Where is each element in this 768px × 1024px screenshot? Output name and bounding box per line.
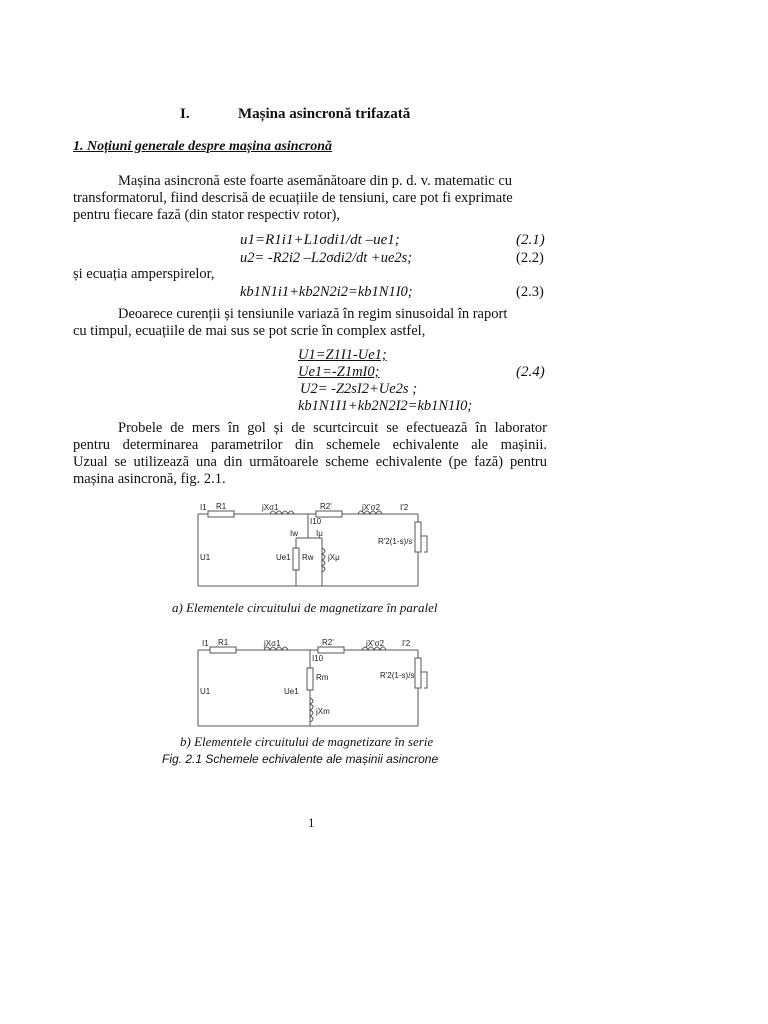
caption-b: b) Elementele circuitului de magnetizare în serie	[180, 734, 434, 749]
label-ue1: Ue1	[284, 687, 299, 696]
resistor-r1	[210, 647, 236, 653]
amperspire-intro: și ecuația amperspirelor,	[73, 266, 215, 282]
complex-eq-1: U1=Z1I1-Ue1;	[298, 347, 387, 363]
equation-2-1-number: (2.1)	[516, 232, 545, 248]
para2-line-1: Deoarece curenții și tensiunile variază în regim sinusoidal în raport	[118, 306, 508, 322]
intro-line-1: Mașina asincronă este foarte asemănătoare din p. d. v. matematic cu	[118, 173, 513, 189]
intro-line-2: transformatorul, fiind descrisă de ecuațiile de tensiuni, care pot fi exprimate	[73, 190, 513, 206]
label-jxs2: jX'σ2	[366, 639, 385, 648]
figure-caption: Fig. 2.1 Schemele echivalente ale mașinii asincrone	[162, 752, 439, 766]
label-ue1: Ue1	[276, 553, 291, 562]
intro-line-3: pentru fiecare fază (din stator respectiv rotor),	[73, 207, 340, 223]
chapter-title: Mașina asincronă trifazată	[238, 106, 411, 122]
label-jxs1: jXσ1	[262, 503, 279, 512]
circuit-diagram-parallel	[190, 498, 440, 593]
resistor-rm	[307, 668, 313, 690]
label-rm: Rm	[316, 673, 329, 682]
para3-line-4: mașina asincronă, fig. 2.1.	[73, 471, 226, 487]
section-title: 1. Noțiuni generale despre mașina asincronă	[73, 139, 333, 154]
label-r2: R2'	[322, 638, 334, 647]
label-iw: Iw	[290, 529, 298, 538]
resistor-r2	[318, 647, 344, 653]
complex-eq-4: kb1N1I1+kb2N2I2=kb1N1I0;	[298, 398, 473, 414]
caption-a: a) Elementele circuitului de magnetizare în paralel	[172, 600, 438, 615]
label-i10: I10	[310, 517, 322, 526]
chapter-number: I.	[180, 106, 190, 122]
label-jxm: jXm	[316, 707, 330, 716]
resistor-r1	[208, 511, 234, 517]
label-i10: I10	[312, 654, 324, 663]
complex-eq-3: U2= -Z2sI2+Ue2s ;	[300, 381, 418, 397]
label-jxu: jXμ	[328, 553, 340, 562]
label-u1: U1	[200, 553, 211, 562]
equation-2-3: kb1N1i1+kb2N2i2=kb1N1I0;	[240, 284, 413, 300]
label-i2: I'2	[402, 639, 411, 648]
complex-eq-number: (2.4)	[516, 364, 545, 380]
label-jxs1: jXσ1	[264, 639, 281, 648]
para3-line-2: pentru determinarea parametrilor din schemele echivalente ale mașinii.	[73, 437, 547, 453]
page-number: 1	[308, 815, 315, 830]
label-load: R'2(1-s)/s	[378, 537, 413, 546]
label-i2: I'2	[400, 503, 409, 512]
label-iu: Iμ	[316, 529, 323, 538]
label-i1: I1	[200, 503, 207, 512]
circuit-diagram-series	[190, 634, 440, 734]
label-r1: R1	[218, 638, 229, 647]
resistor-load	[415, 522, 421, 552]
label-load: R'2(1-s)/s	[380, 671, 415, 680]
label-r1: R1	[216, 502, 227, 511]
label-jxs2: jX'σ2	[362, 503, 381, 512]
para3-line-1: Probele de mers în gol și de scurtcircuit se efectuează în laborator	[118, 420, 547, 436]
complex-eq-2: Ue1=-Z1mI0;	[298, 364, 380, 380]
label-i1: I1	[202, 639, 209, 648]
para2-line-2: cu timpul, ecuațiile de mai sus se pot scrie în complex astfel,	[73, 323, 426, 339]
equation-2-2-number: (2.2)	[516, 250, 544, 266]
equation-2-2: u2= -R2i2 –L2σdi2/dt +ue2s;	[240, 250, 413, 266]
label-u1: U1	[200, 687, 211, 696]
equation-2-1: u1=R1i1+L1σdi1/dt –ue1;	[240, 232, 400, 248]
label-r2: R2'	[320, 502, 332, 511]
resistor-rw	[293, 548, 299, 570]
equation-2-3-number: (2.3)	[516, 284, 544, 300]
label-rw: Rw	[302, 553, 314, 562]
para3-line-3: Uzual se utilizează una din următoarele scheme echivalente (pe fază) pentru	[73, 454, 547, 470]
resistor-load	[415, 658, 421, 688]
